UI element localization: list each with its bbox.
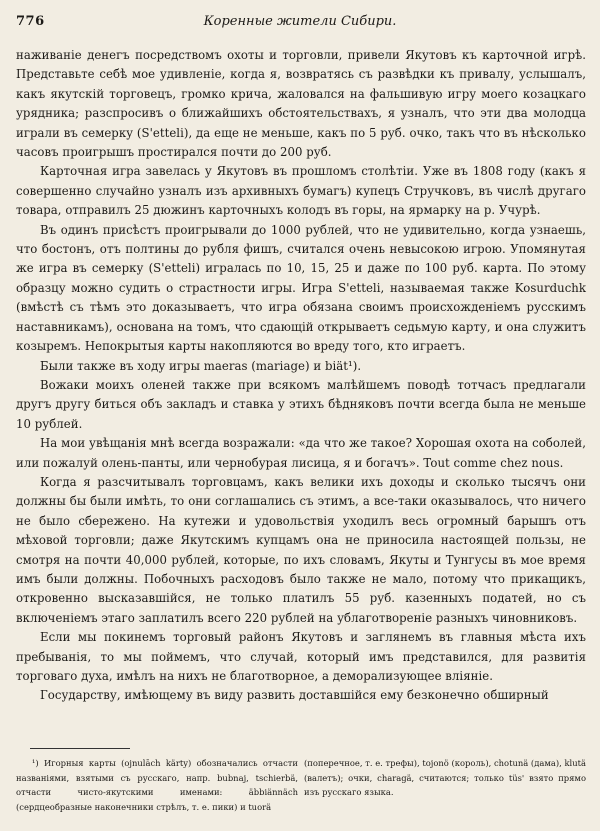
paragraph: Если мы покинемъ торговый районъ Якутовъ и заглянемъ въ главныя мѣста ихъ пребыванія, то мы поймемъ, что случай, который имъ представился, для развитія торговаго духа, имѣлъ на нихъ не благотворное, а деморализующее вліяніе. bbox=[16, 630, 586, 683]
footnote-column-right bbox=[304, 756, 586, 814]
main-text bbox=[16, 46, 586, 706]
page-header bbox=[0, 14, 600, 34]
footnote-text: ¹) Игорныя карты (ojnulāch kärty) обозначались отчасти названіями, взятыми съ русскаго, напр. bubnaj, tschierbä, отчасти чисто-якутскими именами: äbbiännäch (сердцеобразные наконечники стрѣлъ, т. е. пики) и tuorä bbox=[16, 758, 298, 812]
paragraph: Въ одинъ присѣстъ проигрывали до 1000 рублей, что не удивительно, когда узнаешь, что бостонъ, отъ полтины до рубля фишъ, считался очень невысокою игрою. Упомянутая же игра въ семерку (S'etteli) игралась по 10, 15, 25 и даже по 100 руб. карта. По этому образцу можно судить о страстности игры. Игра S'etteli, называемая также Kosurduchk (вмѣстѣ съ тѣмъ это доказываетъ, что игра обязана своимъ происхожденіемъ русскимъ наставникамъ), основана на томъ, что сдающій открываетъ седьмую карту, и она служитъ козыремъ. Непокрытыя карты накопляются во вреду того, кто играетъ. bbox=[16, 222, 586, 354]
footnotes bbox=[16, 756, 586, 814]
paragraph: На мои увѣщанія мнѣ всегда возражали: «да что же такое? Хорошая охота на соболей, или пожалуй олень-панты, или чернобурая лисица, я и богачъ». Tout comme chez nous. bbox=[16, 436, 586, 470]
running-title: Коренные жители Сибири. bbox=[203, 14, 397, 29]
paragraph: Вожаки моихъ оленей также при всякомъ малѣйшемъ поводѣ тотчасъ предлагали другъ другу биться объ закладъ и ставка у этихъ бѣдняковъ почти всегда была не меньше 10 рублей. bbox=[16, 377, 586, 431]
footnote-column-left bbox=[16, 756, 298, 814]
footnote-divider bbox=[30, 748, 130, 749]
paragraph: Были также въ ходу игры maeras (mariage) и biät¹). bbox=[40, 358, 362, 373]
paragraph: Когда я разсчитывалъ торговцамъ, какъ велики ихъ доходы и сколько тысячъ они должны бы были имѣть, то они соглашались съ этимъ, а все-таки оказывалось, что ничего не было сбережено. На кутежи и удовольствія уходилъ весь огромный барышъ отъ мѣховой торговли; даже Якутскимъ купцамъ она не приносила настоящей пользы, не смотря на почти 40,000 рублей, которые, по ихъ словамъ, Якуты и Тунгусы въ мое время имъ были должны. Побочныхъ расходовъ было также не мало, потому что прикащикъ, откровенно высказавшійся, не только платилъ 55 руб. казенныхъ податей, но съ включеніемъ этаго заплатилъ всего 220 рублей на ублаготвореніе разныхъ чиновниковъ. bbox=[16, 474, 586, 625]
page-number: 776 bbox=[16, 14, 45, 29]
paragraph: Государству, имѣющему въ виду развить доставшійся ему безконечно обширный bbox=[40, 688, 549, 703]
footnote-text: (поперечное, т. е. трефы), tojonö (король), chotunä (дама), klutä (валетъ); очки, charagä, считаются; только tüs' взято прямо изъ русскаго языка. bbox=[304, 758, 586, 797]
paragraph: Карточная игра завелась у Якутовъ въ прошломъ столѣтіи. Уже въ 1808 году (какъ я совершенно случайно узналъ изъ архивныхъ бумагъ) купецъ Стручковъ, въ числѣ другаго товара, отправилъ 25 дюжинъ карточныхъ колодъ въ горы, на ярмарку на р. Учурѣ. bbox=[16, 164, 586, 218]
paragraph: наживаніе денегъ посредствомъ охоты и торговли, привели Якутовъ къ карточной игрѣ. Представьте себѣ мое удивленіе, когда я, возвратясь съ развѣдки къ привалу, услышалъ, какъ якутскій торговецъ, громко крича, жаловался на фальшивую игру моего козацкаго урядника; разспросивъ о ближайшихъ обстоятельствахъ, я узналъ, что эти два молодца играли въ семерку (S'etteli), да еще не меньше, какъ по 5 руб. очко, такъ что въ нѣсколько часовъ проигрышъ простирался почти до 200 руб. bbox=[16, 48, 586, 160]
